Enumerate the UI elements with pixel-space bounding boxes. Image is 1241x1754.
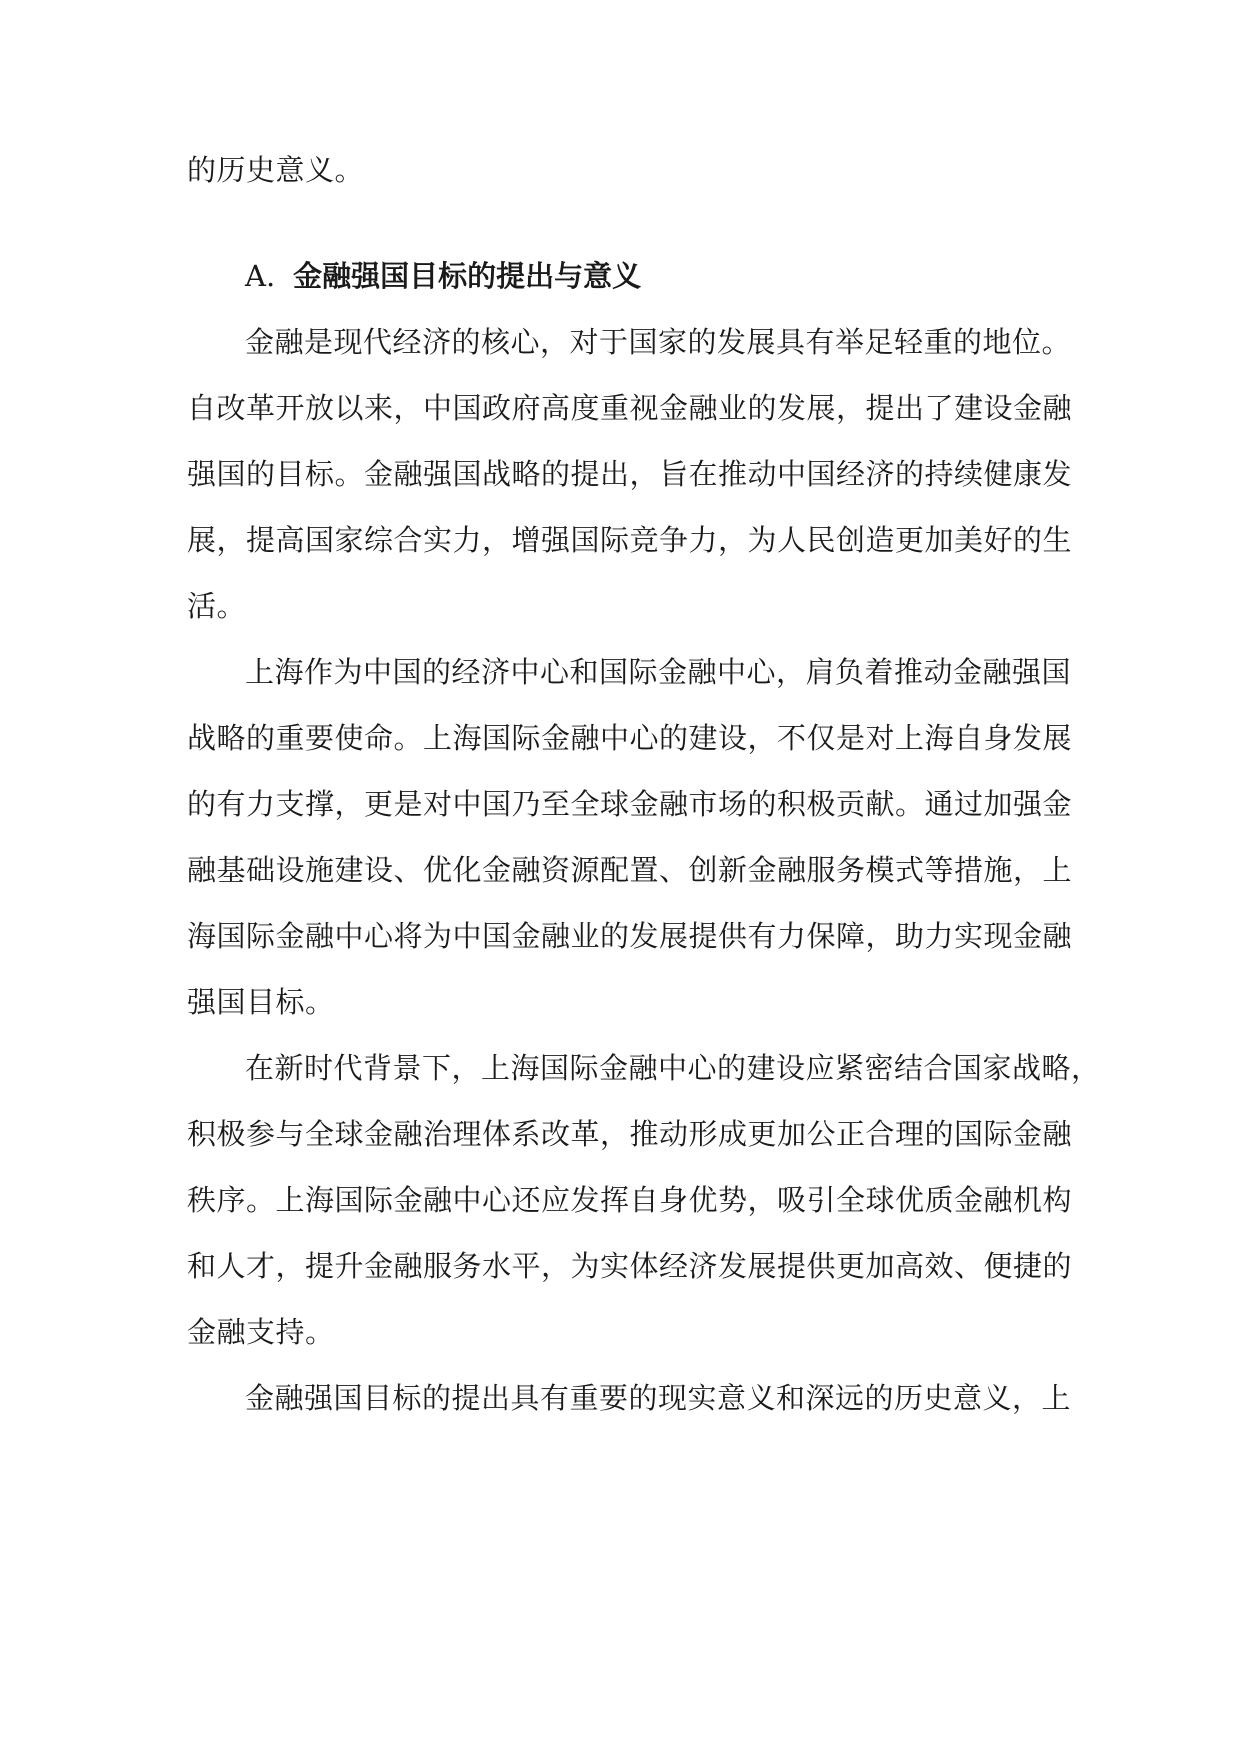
paragraph-line: 在新时代背景下，上海国际金融中心的建设应紧密结合国家战略， [245, 1051, 1101, 1085]
paragraph-line: 和人才，提升金融服务水平，为实体经济发展提供更加高效、便捷的 [187, 1249, 1073, 1283]
paragraph-line: 上海作为中国的经济中心和国际金融中心，肩负着推动金融强国 [245, 655, 1072, 689]
paragraph-line: 金融是现代经济的核心，对于国家的发展具有举足轻重的地位。 [245, 325, 1072, 359]
paragraph-4 [187, 1365, 1072, 1431]
paragraph-line: 展，提高国家综合实力，增强国际竞争力，为人民创造更加美好的生 [187, 523, 1073, 557]
section-marker: A. [245, 259, 276, 293]
document-body [187, 137, 1101, 1431]
paragraph-line: 战略的重要使命。上海国际金融中心的建设，不仅是对上海自身发展 [187, 721, 1073, 755]
paragraph-line: 积极参与全球金融治理体系改革，推动形成更加公正合理的国际金融 [187, 1117, 1073, 1151]
paragraph-line: 金融支持。 [187, 1315, 335, 1349]
paragraph-line: 金融强国目标的提出具有重要的现实意义和深远的历史意义，上 [245, 1381, 1072, 1415]
section-title: 金融强国目标的提出与意义 [293, 259, 642, 293]
paragraph-line: 自改革开放以来，中国政府高度重视金融业的发展，提出了建设金融 [187, 391, 1073, 425]
paragraph-line: 融基础设施建设、优化金融资源配置、创新金融服务模式等措施，上 [187, 853, 1073, 887]
paragraph-line: 活。 [187, 589, 247, 623]
paragraph-line: 的有力支撑，更是对中国乃至全球金融市场的积极贡献。通过加强金 [187, 787, 1073, 821]
section-heading [187, 243, 1055, 309]
paragraph-2 [187, 639, 1073, 1035]
section-gap [187, 203, 1055, 243]
paragraph-3 [187, 1035, 1101, 1365]
paragraph-line: 海国际金融中心将为中国金融业的发展提供有力保障，助力实现金融 [187, 919, 1073, 953]
opening-line: 的历史意义。 [187, 153, 365, 187]
paragraph-line: 秩序。上海国际金融中心还应发挥自身优势，吸引全球优质金融机构 [187, 1183, 1073, 1217]
paragraph-1 [187, 309, 1073, 639]
paragraph-line: 强国目标。 [187, 985, 335, 1019]
paragraph-line: 强国的目标。金融强国战略的提出，旨在推动中国经济的持续健康发 [187, 457, 1073, 491]
